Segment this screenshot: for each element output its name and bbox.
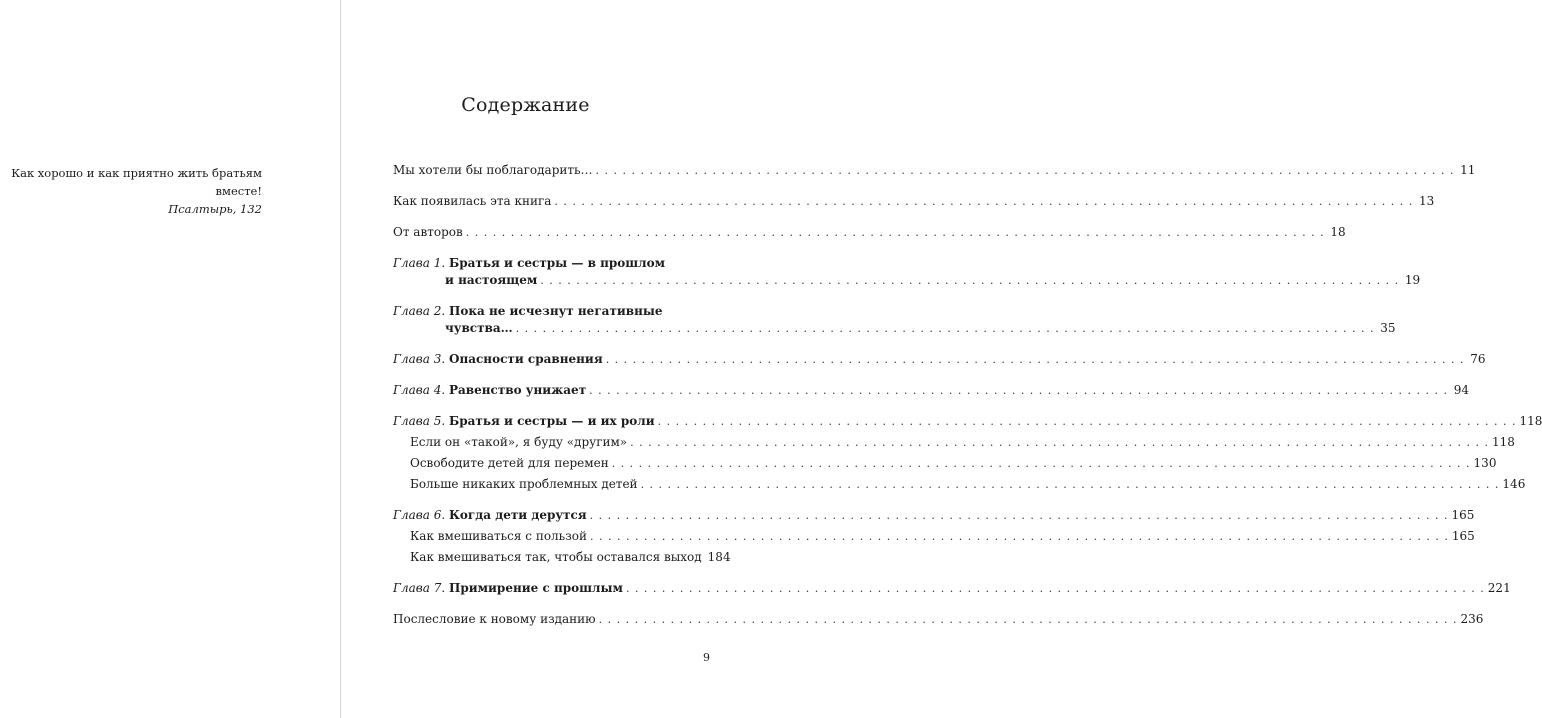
toc-title: Содержание: [461, 94, 590, 116]
toc-entry-page: 19: [1404, 273, 1421, 287]
toc-entry-chapter-3: [393, 351, 1486, 368]
toc-entry-page: 146: [1502, 477, 1526, 491]
toc-subentry-title: Больше никаких проблемных детей: [410, 477, 638, 491]
chapter-label: Глава 6.: [393, 508, 446, 522]
chapter-title: Равенство унижает: [448, 383, 587, 397]
toc-entry-page: 118: [1519, 414, 1542, 428]
chapter-label: Глава 5.: [393, 414, 446, 428]
dot-leader: [606, 351, 1465, 368]
dot-leader: [599, 611, 1458, 628]
dot-leader: [466, 224, 1325, 241]
dot-leader: [658, 413, 1517, 430]
chapter-title: Примирение с прошлым: [448, 581, 623, 595]
toc-entry-chapter-4: [393, 382, 1469, 399]
dot-leader: [612, 455, 1471, 472]
toc-subentry-title: Как вмешиваться с пользой: [410, 529, 587, 543]
chapter-title: Пока не исчезнут негативные: [448, 304, 663, 318]
dot-leader: [589, 382, 1448, 399]
toc-entry-title: Мы хотели бы поблагодарить…: [393, 163, 593, 177]
chapter-label: Глава 2.: [393, 304, 446, 318]
toc-entry-title: Послесловие к новому изданию: [393, 612, 596, 626]
table-of-contents: [393, 162, 1542, 628]
toc-entry-page: 118: [1492, 435, 1515, 449]
toc-entry-chapter-5: [393, 413, 1542, 430]
toc-entry-title: Как появилась эта книга: [393, 194, 552, 208]
epigraph-source: Псалтырь, 132: [168, 202, 262, 216]
dot-leader: [554, 193, 1413, 210]
toc-entry-book-origin: [393, 193, 1435, 210]
toc-entry-page: 184: [707, 550, 731, 564]
chapter-label: Глава 3.: [393, 352, 446, 366]
right-page: [341, 0, 1542, 718]
chapter-label: Глава 7.: [393, 581, 446, 595]
toc-entry-page: 221: [1487, 581, 1511, 595]
toc-subentry: [393, 528, 1475, 545]
chapter-label: Глава 4.: [393, 383, 446, 397]
toc-entry-page: 18: [1330, 225, 1346, 239]
toc-subentry: [393, 549, 731, 566]
chapter-title: Опасности сравнения: [448, 352, 603, 366]
dot-leader: [641, 476, 1500, 493]
toc-entry-page: 236: [1460, 612, 1484, 626]
epigraph-text: Как хорошо и как приятно жить братьям вместе!: [11, 166, 262, 198]
toc-entry-page: 130: [1473, 456, 1497, 470]
toc-entry-page: 94: [1453, 383, 1469, 397]
toc-entry-title: От авторов: [393, 225, 463, 239]
toc-subentry-title: Освободите детей для перемен: [410, 456, 609, 470]
toc-entry-chapter-1: [393, 255, 1421, 289]
epigraph: [0, 164, 262, 218]
toc-entry-acknowledgements: [393, 162, 1476, 179]
chapter-title: Когда дети дерутся: [448, 508, 587, 522]
toc-entry-chapter-6: [393, 507, 1475, 524]
toc-entry-page: 11: [1460, 163, 1476, 177]
chapter-title-continued: и настоящем: [445, 273, 538, 287]
dot-leader: [596, 162, 1455, 179]
toc-entry-from-authors: [393, 224, 1346, 241]
toc-entry-page: 13: [1419, 194, 1435, 208]
chapter-label: Глава 1.: [393, 256, 446, 270]
dot-leader: [516, 320, 1375, 337]
toc-entry-page: 35: [1380, 321, 1396, 335]
chapter-title: Братья и сестры — и их роли: [448, 414, 655, 428]
dot-leader: [590, 507, 1449, 524]
toc-subentry-title: Если он «такой», я буду «другим»: [410, 435, 628, 449]
toc-subentry: [393, 455, 1497, 472]
page-number: 9: [703, 651, 710, 664]
dot-leader: [630, 434, 1489, 451]
dot-leader: [540, 272, 1399, 289]
toc-entry-page: 165: [1451, 508, 1475, 522]
dot-leader: [590, 528, 1449, 545]
toc-entry-chapter-2: [393, 303, 1396, 337]
left-page: [0, 0, 340, 718]
toc-entry-page: 165: [1451, 529, 1475, 543]
toc-subentry: [393, 434, 1515, 451]
toc-entry-chapter-7: [393, 580, 1511, 597]
dot-leader: [626, 580, 1485, 597]
chapter-title: Братья и сестры — в прошлом: [448, 256, 666, 270]
toc-entry-afterword: [393, 611, 1484, 628]
chapter-title-continued: чувства…: [445, 321, 513, 335]
toc-subentry: [393, 476, 1526, 493]
toc-subentry-title: Как вмешиваться так, чтобы оставался выход: [410, 550, 702, 564]
toc-entry-page: 76: [1470, 352, 1486, 366]
